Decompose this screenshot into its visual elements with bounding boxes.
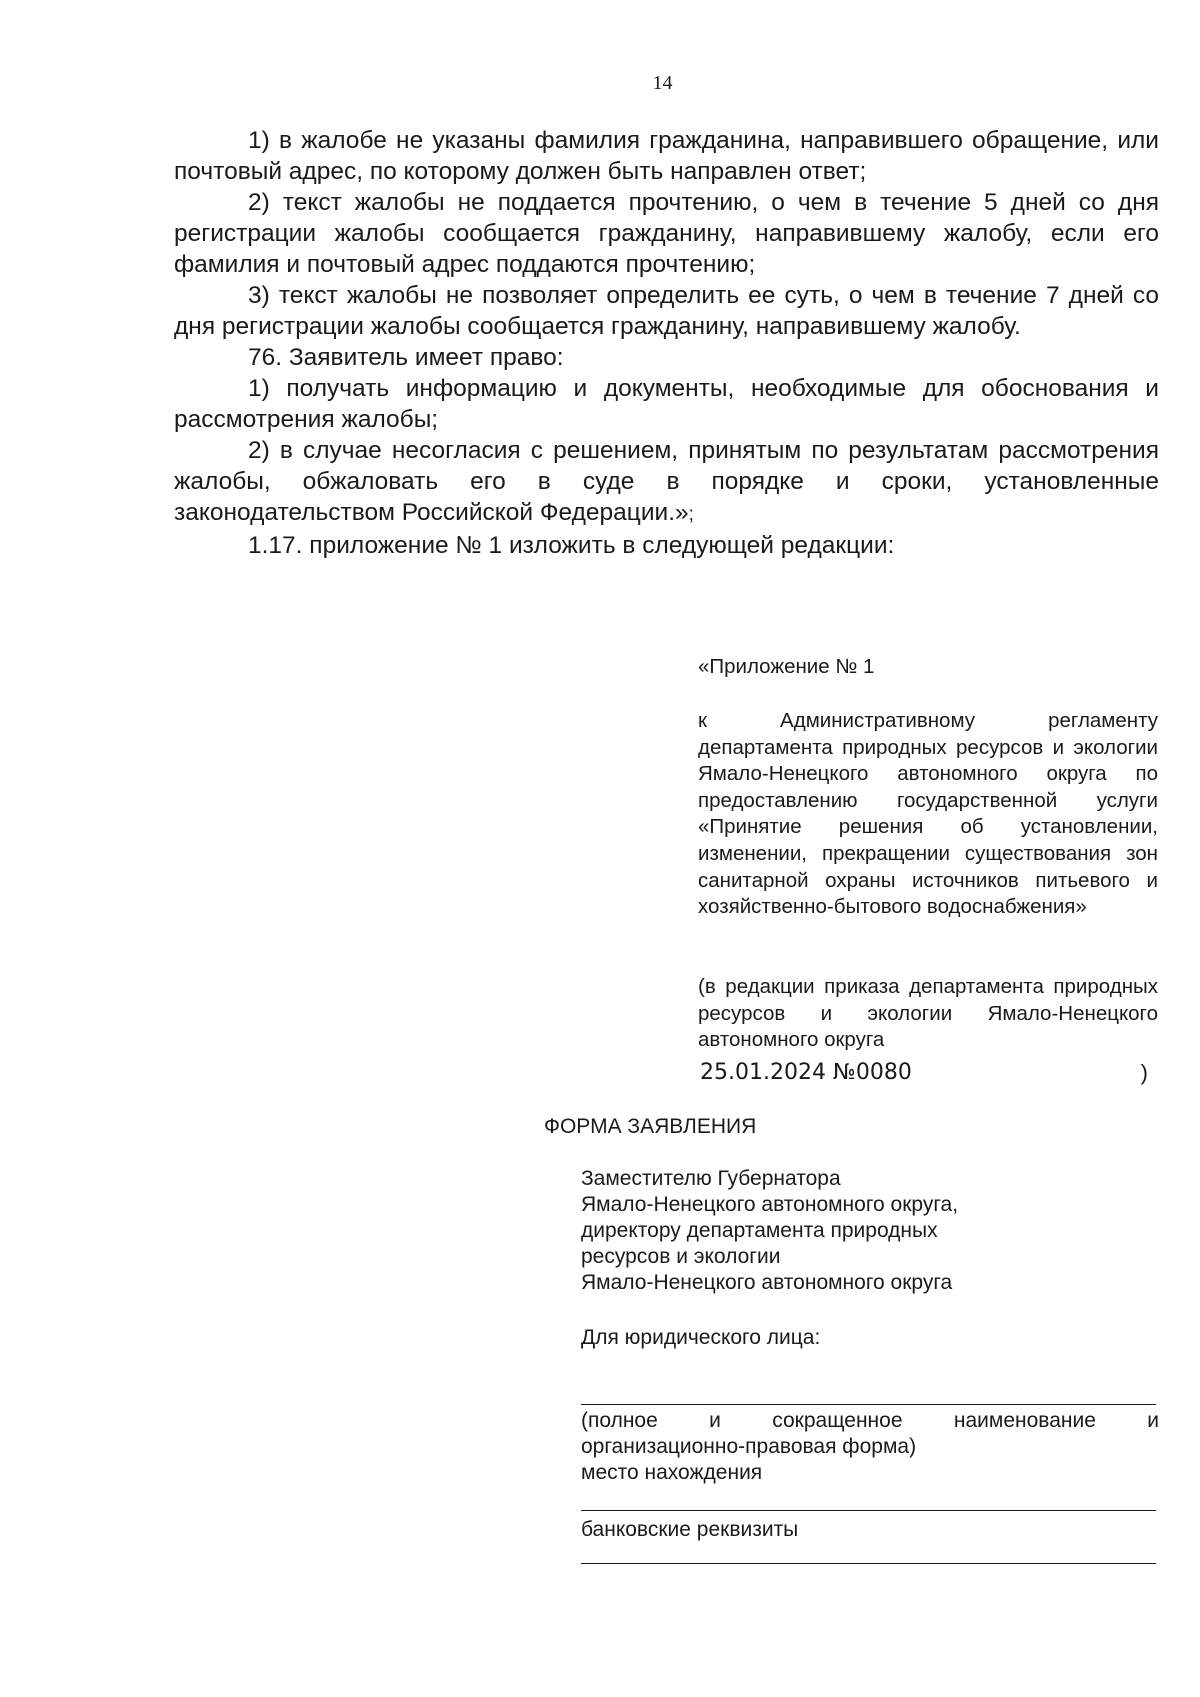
name-caption-line-2: организационно-правовая форма) xyxy=(581,1435,917,1458)
bank-details-fill-line[interactable] xyxy=(581,1563,1156,1564)
paragraph-7: 1.17. приложение № 1 изложить в следующей редакции: xyxy=(248,532,895,559)
paragraph-6-text: 2) в случае несогласия с решением, принятым по результатам рассмотрения жалобы, обжаловать его в суде в порядке и сроки, установленные законодательством Российской Федерации.» xyxy=(174,437,1159,526)
order-date-line xyxy=(700,1058,1160,1088)
paragraph-3: 3) текст жалобы не позволяет определить ее суть, о чем в течение 7 дней со дня регистрации жалобы сообщается гражданину, направившему жалобу. xyxy=(174,282,1159,340)
paragraph-6 xyxy=(174,435,1159,530)
form-title: ФОРМА ЗАЯВЛЕНИЯ xyxy=(544,1115,757,1138)
paragraph-5: 1) получать информацию и документы, необходимые для обоснования и рассмотрения жалобы; xyxy=(174,375,1159,433)
appendix-title: «Приложение № 1 xyxy=(698,655,875,678)
appendix-regulation-text: к Административному регламенту департамента природных ресурсов и экологии Ямало-Ненецкого автономного округа по предоставлению государственной услуги «Принятие решения об установлении, изменении, прекращении существования зон санитарной охраны источников питьевого и хозяйственно-бытового водоснабжения» xyxy=(698,709,1158,919)
name-fill-line[interactable] xyxy=(581,1404,1156,1405)
addressee-line: Ямало-Ненецкого автономного округа xyxy=(581,1271,953,1294)
addressee-line: ресурсов и экологии xyxy=(581,1245,781,1268)
name-caption xyxy=(581,1408,1159,1486)
appendix-edition-note xyxy=(698,974,1158,1054)
location-label: место нахождения xyxy=(581,1461,763,1484)
addressee-block xyxy=(581,1166,1161,1296)
regulation-body xyxy=(174,125,1159,561)
appendix-edition-text: (в редакции приказа департамента природных ресурсов и экологии Ямало-Ненецкого автономного округа xyxy=(698,975,1158,1052)
name-caption-line-1: (полное и сокращенное наименование и xyxy=(581,1409,1159,1432)
closing-parenthesis: ) xyxy=(1140,1060,1148,1085)
addressee-line: Заместителю Губернатора xyxy=(581,1167,841,1190)
location-fill-line[interactable] xyxy=(581,1510,1156,1511)
paragraph-4: 76. Заявитель имеет право: xyxy=(248,344,564,371)
addressee-line: директору департамента природных xyxy=(581,1219,938,1242)
order-date-number: 25.01.2024 №0080 xyxy=(700,1060,912,1085)
addressee-line: Ямало-Ненецкого автономного округа, xyxy=(581,1193,959,1216)
bank-details-caption xyxy=(581,1517,1159,1543)
legal-entity-label: Для юридического лица: xyxy=(581,1326,821,1349)
paragraph-2: 2) текст жалобы не поддается прочтению, о чем в течение 5 дней со дня регистрации жалобы сообщается гражданину, направившему жалобу, если его фамилия и почтовый адрес поддаются прочтению; xyxy=(174,189,1159,278)
paragraph-6-suffix: ; xyxy=(688,504,694,525)
page-number: 14 xyxy=(652,72,673,94)
paragraph-1: 1) в жалобе не указаны фамилия гражданина, направившего обращение, или почтовый адрес, по которому должен быть направлен ответ; xyxy=(174,127,1159,185)
bank-details-label: банковские реквизиты xyxy=(581,1518,799,1541)
appendix-regulation-reference xyxy=(698,708,1158,921)
